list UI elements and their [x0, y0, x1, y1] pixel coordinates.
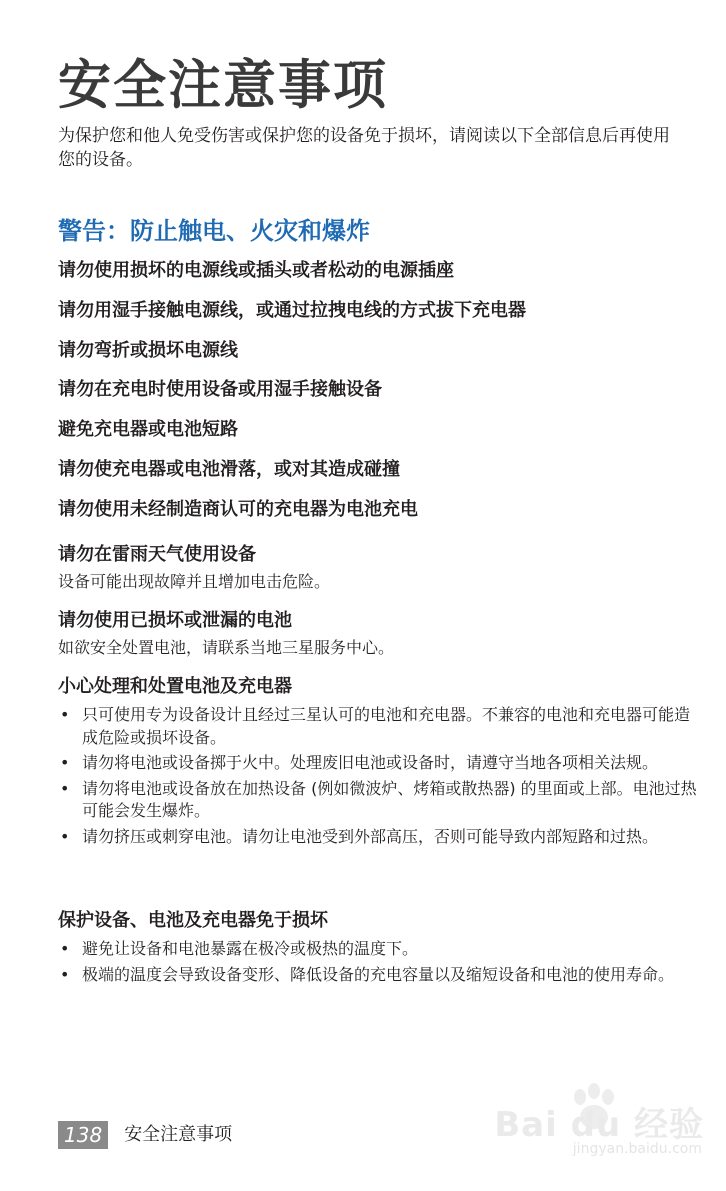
warning-item: [58, 338, 698, 378]
warning-title: 请勿用湿手接触电源线，或通过拉拽电线的方式拔下充电器: [58, 299, 526, 321]
bullet-item: [58, 938, 698, 961]
bullet-text: 极端的温度会导致设备变形、降低设备的充电容量以及缩短设备和电池的使用寿命。: [82, 964, 675, 984]
warning-title: 避免充电器或电池短路: [58, 419, 238, 441]
protect-title: 保护设备、电池及充电器免于损坏: [58, 910, 328, 931]
leaking-battery-block: [58, 608, 698, 659]
bullet-dot-icon: •: [60, 826, 70, 846]
protect-bullet-list: [58, 938, 698, 986]
thunder-block: [58, 542, 698, 593]
thunder-title: 请勿在雷雨天气使用设备: [58, 544, 256, 565]
intro-paragraph: 为保护您和他人免受伤害或保护您的设备免于损坏，请阅读以下全部信息后再使用您的设备。: [58, 126, 670, 170]
bullet-text: 避免让设备和电池暴露在极冷或极热的温度下。: [82, 939, 419, 958]
bullet-dot-icon: •: [60, 964, 70, 984]
warning-item: [58, 298, 698, 338]
warning-item: [58, 497, 698, 537]
warning-item: [58, 377, 698, 417]
footer-section-label: 安全注意事项: [124, 1124, 233, 1145]
protect-block: [58, 908, 698, 989]
warning-title: 请勿使用未经制造商认可的充电器为电池充电: [58, 498, 418, 520]
baidu-watermark: [494, 1083, 704, 1163]
leaking-battery-title: 请勿使用已损坏或泄漏的电池: [58, 610, 292, 631]
bullet-text: 请勿将电池或设备放在加热设备 (例如微波炉、烤箱或散热器) 的里面或上部。电池过热可能会发生爆炸。: [82, 778, 697, 820]
warning-item: [58, 457, 698, 497]
bullet-item: [58, 964, 698, 987]
bullet-dot-icon: •: [60, 939, 70, 958]
warning-title: 请勿在充电时使用设备或用湿手接触设备: [58, 379, 382, 401]
bullet-item: [58, 778, 698, 823]
bullet-dot-icon: •: [60, 778, 70, 798]
watermark-url: jingyan.baidu.com: [572, 1141, 702, 1157]
warning-item: [58, 258, 698, 298]
thunder-body: 设备可能出现故障并且增加电击危险。: [58, 572, 331, 591]
handling-bullet-list: [58, 704, 698, 848]
leaking-battery-body: 如欲安全处置电池，请联系当地三星服务中心。: [58, 638, 395, 657]
watermark-brand: Bai du 经验: [494, 1105, 704, 1145]
page-title: 安全注意事项: [58, 55, 388, 116]
page-footer: [58, 1120, 232, 1150]
bullet-text: 请勿挤压或刺穿电池。请勿让电池受到外部高压，否则可能导致内部短路和过热。: [82, 826, 659, 846]
warning-title: 请勿弯折或损坏电源线: [58, 339, 238, 361]
page-number-badge: 138: [58, 1121, 108, 1149]
bullet-text: 只可使用专为设备设计且经过三星认可的电池和充电器。不兼容的电池和充电器可能造成危险或损坏设备。: [82, 705, 691, 747]
handling-block: [58, 674, 698, 851]
bullet-item: [58, 752, 698, 775]
warning-list: [58, 258, 698, 537]
bullet-item: [58, 704, 698, 749]
warning-item: [58, 417, 698, 457]
bullet-text: 请勿将电池或设备掷于火中。处理废旧电池或设备时，请遵守当地各项相关法规。: [82, 753, 659, 772]
warning-title: 请勿使充电器或电池滑落，或对其造成碰撞: [58, 458, 400, 480]
bullet-dot-icon: •: [60, 753, 70, 772]
warning-title: 请勿使用损坏的电源线或插头或者松动的电源插座: [58, 260, 454, 281]
handling-title: 小心处理和处置电池及充电器: [58, 676, 292, 697]
section-heading-warning: 警告：防止触电、火灾和爆炸: [58, 217, 370, 245]
bullet-dot-icon: •: [60, 705, 70, 724]
bullet-item: [58, 826, 698, 849]
